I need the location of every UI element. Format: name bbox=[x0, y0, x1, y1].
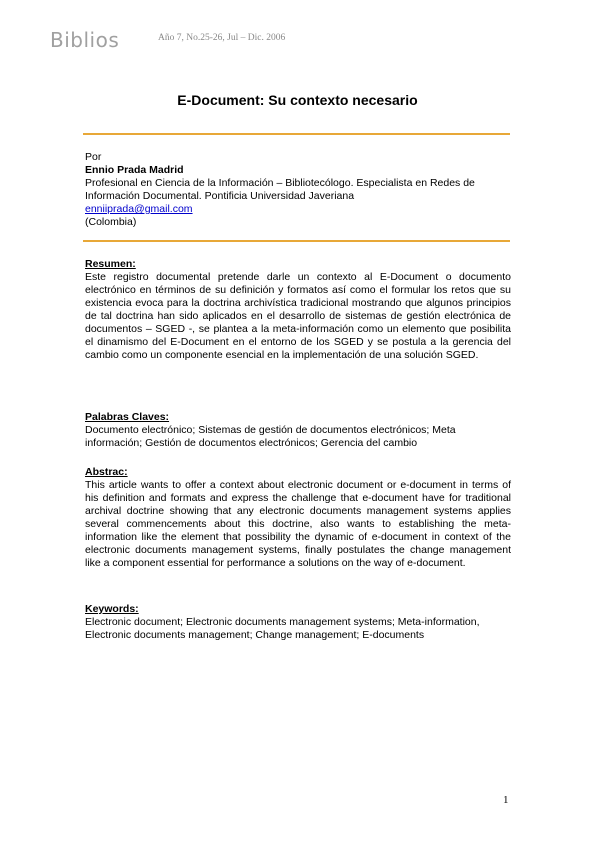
resumen-section bbox=[85, 258, 511, 362]
abstrac-heading: Abstrac: bbox=[85, 466, 128, 478]
page-number: 1 bbox=[503, 794, 509, 806]
palabras-claves-text: Documento electrónico; Sistemas de gestión de documentos electrónicos; Meta información; Gestión de documentos electrónicos; Gerencia del cambio bbox=[85, 424, 456, 449]
author-country: (Colombia) bbox=[85, 216, 137, 228]
keywords-section bbox=[85, 603, 511, 642]
divider-bottom bbox=[83, 240, 510, 242]
palabras-claves-heading: Palabras Claves: bbox=[85, 411, 170, 423]
divider-top bbox=[83, 133, 510, 135]
abstrac-section bbox=[85, 466, 511, 570]
keywords-heading: Keywords: bbox=[85, 603, 139, 615]
abstrac-text: This article wants to offer a context about electronic document or e-document in terms of his definition and formats and express the challenge that e-document have for traditional archival doctrine showing that any electronic documents management systems applies several commencements about this doctrine, also wants to establishing the meta-information like the element that possibility the dynamic of e-document in context of the electronic documents management systems, finally postulates the change management like a component essential for performance a solutions on the way of e-document. bbox=[85, 479, 511, 569]
author-block bbox=[85, 151, 511, 229]
author-por: Por bbox=[85, 151, 102, 163]
palabras-claves-section bbox=[85, 411, 511, 450]
issue-info: Año 7, No.25-26, Jul – Dic. 2006 bbox=[158, 33, 286, 43]
page-title: E-Document: Su contexto necesario bbox=[177, 92, 418, 108]
author-name: Ennio Prada Madrid bbox=[85, 164, 184, 176]
biblios-logo: Biblios bbox=[50, 28, 120, 52]
resumen-heading: Resumen: bbox=[85, 258, 136, 270]
author-email-link[interactable]: enniiprada@gmail.com bbox=[85, 203, 193, 215]
keywords-text: Electronic document; Electronic documents management systems; Meta-information, Electronic documents management; Change management; E-documents bbox=[85, 616, 480, 641]
author-affiliation: Profesional en Ciencia de la Información – Bibliotecólogo. Especialista en Redes de Información Documental. Pontificia Universidad Javeriana bbox=[85, 177, 475, 202]
resumen-text: Este registro documental pretende darle un contexto al E-Document o documento electrónico en términos de su definición y formatos así como el formular los retos que su existencia evoca para la doctrina archivística tradicional mostrando que algunos principios de tal doctrina han sido aplicados en el desarrollo de sistemas de gestión electrónica de documentos – SGED -, se plantea a la meta-información como un elemento que posibilita el dinamismo del E-Document en el entorno de los SGED y se postula a la gerencia del cambio como un componente esencial en la implementación de una solución SGED. bbox=[85, 271, 511, 361]
